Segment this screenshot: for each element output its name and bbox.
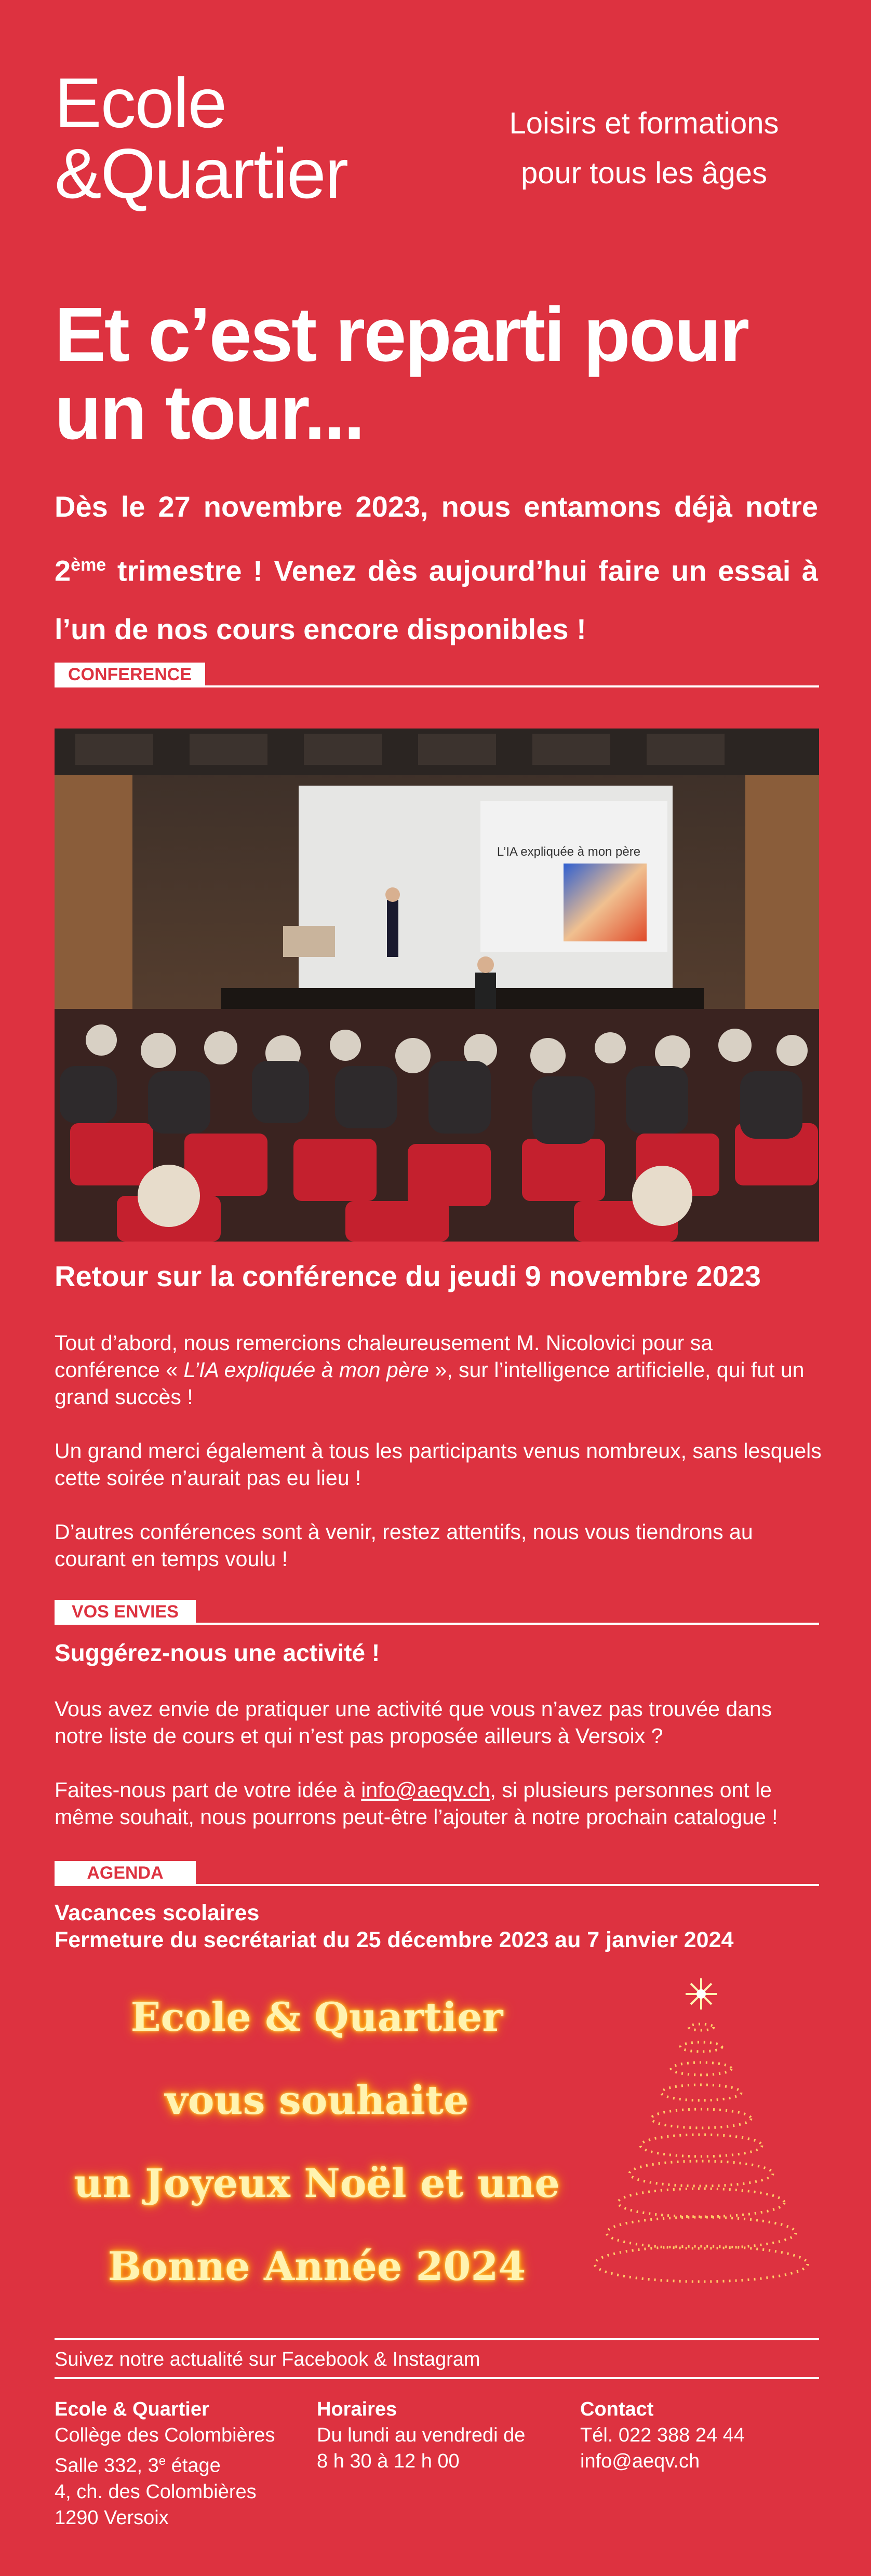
footer-address [55,2396,304,2531]
conference-photo-illustration [55,729,819,1242]
christmas-tree-icon [582,1968,821,2290]
footer-hours-line-1: Du lundi au vendredi de [317,2424,526,2446]
envies-p2-text-after: , si plusieurs personnes ont le même souhait, nous pourrons peut-être l’ajouter à notre prochain catalogue ! [55,1778,778,1829]
email-link[interactable]: info@aeqv.ch [361,1778,490,1802]
conference-paragraph-1 [55,1329,823,1410]
envies-paragraph-2 [55,1776,823,1830]
footer-email[interactable]: info@aeqv.ch [580,2450,700,2472]
conference-p1-text-after: », sur l’intelligence artificielle, qui fut un grand succès ! [55,1358,805,1409]
footer-address-title: Ecole & Quartier [55,2398,209,2420]
conference-body [55,1329,823,1599]
footer-hours [317,2396,566,2474]
tagline [457,99,831,198]
envies-title: Suggérez-nous une activité ! [55,1639,380,1666]
footer-contact-title: Contact [580,2398,654,2420]
slide-title: L’IA expliquée à mon père [497,845,641,859]
envies-tag: VOS ENVIES [55,1600,196,1624]
footer-hours-line-2: 8 h 30 à 12 h 00 [317,2450,460,2472]
agenda-line-1: Vacances scolaires [55,1900,260,1925]
footer-hours-title: Horaires [317,2398,397,2420]
envies-paragraph-1: Vous avez envie de pratiquer une activité que vous n’avez pas trouvée dans notre liste de cours et qui n’est pas proposée ailleurs à Versoix ? [55,1697,772,1748]
logo-line-1: Ecole [55,63,226,142]
intro-text-2: trimestre ! Venez dès aujourd’hui faire un essai à l’un de nos cours encore disponibles ! [55,554,818,645]
headline-line-1: Et c’est reparti pour [55,292,748,377]
christmas-greeting [55,1976,579,2308]
greeting-line-4: Bonne Année 2024 [108,2243,526,2289]
envies-p2-text: Faites-nous part de votre idée à [55,1778,361,1802]
conference-paragraph-3: D’autres conférences sont à venir, restez attentifs, nous vous tiendrons au courant en temps voulu ! [55,1520,753,1571]
headline [55,292,748,455]
intro-superscript: ème [71,555,106,575]
intro-text-1: Dès le 27 novembre 2023, nous entamons déjà notre 2 [55,490,818,587]
intro-paragraph [55,478,818,658]
conference-p1-italic: L’IA expliquée à mon père [183,1358,430,1382]
tagline-line-1: Loisirs et formations [509,106,779,140]
logo [55,63,347,213]
footer-address-line-3: 4, ch. des Colombières [55,2480,257,2503]
agenda-text [55,1899,834,1953]
headline-line-2: un tour... [55,370,364,455]
footer-address-line-4: 1290 Versoix [55,2506,169,2529]
footer-phone[interactable]: Tél. 022 388 24 44 [580,2424,745,2446]
greeting-line-3: un Joyeux Noël et une [74,2160,560,2206]
envies-body [55,1695,823,1857]
social-line: Suivez notre actualité sur Facebook & Instagram [55,2349,480,2370]
footer-contact [580,2396,819,2474]
conference-photo [55,729,819,1242]
footer-address-sup: e [158,2454,166,2468]
footer-address-line-2 [55,2448,304,2479]
footer-address-floor: étage [166,2454,221,2477]
conference-tag: CONFERENCE [55,663,205,686]
greeting-line-2: vous souhaite [165,2077,469,2123]
tagline-line-2: pour tous les âges [521,156,767,190]
footer-address-line-1: Collège des Colombières [55,2424,275,2446]
footer-rule-top [55,2338,819,2340]
logo-line-2: &Quartier [55,134,347,213]
footer-rule-bottom [55,2377,819,2379]
conference-paragraph-2: Un grand merci également à tous les participants venus nombreux, sans lesquels cette soirée n’aurait pas eu lieu ! [55,1439,822,1490]
greeting-line-1: Ecole & Quartier [130,1994,503,2040]
agenda-tag: AGENDA [55,1861,196,1885]
conference-p1-text: Tout d’abord, nous remercions chaleureusement M. Nicolovici pour sa conférence « [55,1331,713,1382]
agenda-line-2: Fermeture du secrétariat du 25 décembre 2023 au 7 janvier 2024 [55,1927,734,1952]
conference-title: Retour sur la conférence du jeudi 9 novembre 2023 [55,1260,761,1292]
footer-address-room: Salle 332, 3 [55,2454,159,2477]
